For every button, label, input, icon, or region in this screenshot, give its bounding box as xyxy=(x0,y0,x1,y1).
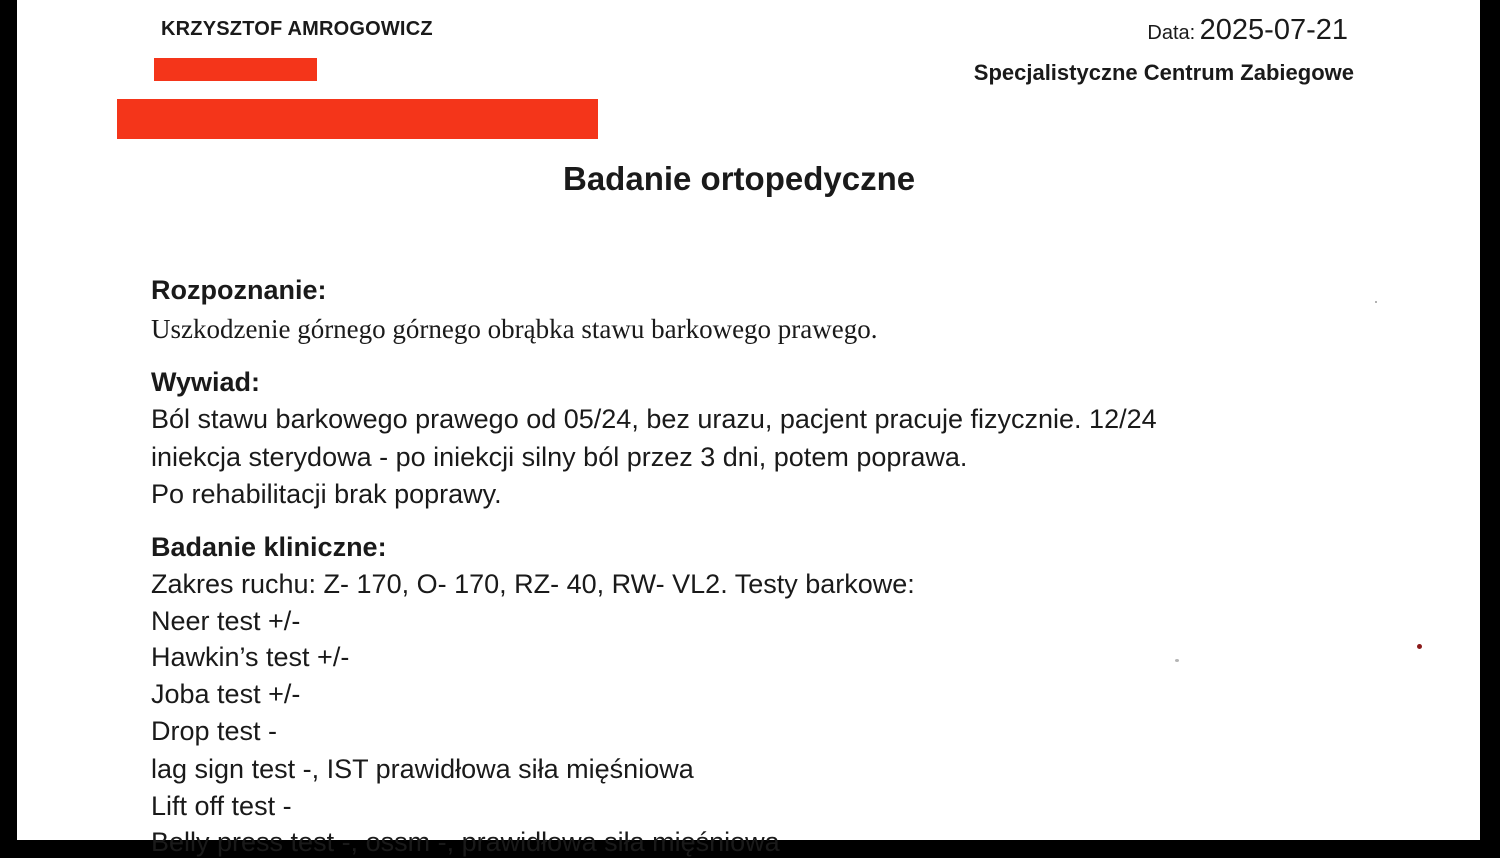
redaction-bar xyxy=(154,58,317,81)
redaction-bar xyxy=(117,99,598,139)
ink-speck xyxy=(1417,644,1422,649)
exam-line: Hawkin’s test +/- xyxy=(151,642,350,672)
document-page xyxy=(17,0,1480,857)
exam-line: Belly press test -, ossm -, prawidłowa siła mięśniowa xyxy=(151,827,780,857)
date-label: Data: xyxy=(1147,22,1196,44)
date-value: 2025-07-21 xyxy=(1199,14,1348,46)
clinic-name: Specjalistyczne Centrum Zabiegowe xyxy=(973,60,1354,85)
exam-line: Neer test +/- xyxy=(151,606,301,636)
document-title: Badanie ortopedyczne xyxy=(563,160,916,197)
ink-speck xyxy=(1375,301,1377,303)
diagnosis-heading: Rozpoznanie: xyxy=(151,275,327,305)
exam-line: lag sign test -, IST prawidłowa siła mięśniowa xyxy=(151,754,694,784)
history-heading: Wywiad: xyxy=(151,367,261,397)
date-line xyxy=(1147,14,1348,47)
exam-line: Drop test - xyxy=(151,716,278,746)
diagnosis-text: Uszkodzenie górnego górnego obrąbka stawu barkowego prawego. xyxy=(151,314,878,344)
exam-heading: Badanie kliniczne: xyxy=(151,532,387,562)
doctor-name: KRZYSZTOF AMROGOWICZ xyxy=(161,18,433,40)
ink-speck xyxy=(1175,659,1179,662)
exam-line: Joba test +/- xyxy=(151,679,301,709)
history-line: Po rehabilitacji brak poprawy. xyxy=(151,479,502,509)
history-line: Ból stawu barkowego prawego od 05/24, bez urazu, pacjent pracuje fizycznie. 12/24 xyxy=(151,404,1157,434)
history-line: iniekcja sterydowa - po iniekcji silny ból przez 3 dni, potem poprawa. xyxy=(151,442,968,472)
exam-line: Lift off test - xyxy=(151,791,292,821)
exam-line: Zakres ruchu: Z- 170, O- 170, RZ- 40, RW- VL2. Testy barkowe: xyxy=(151,569,915,599)
